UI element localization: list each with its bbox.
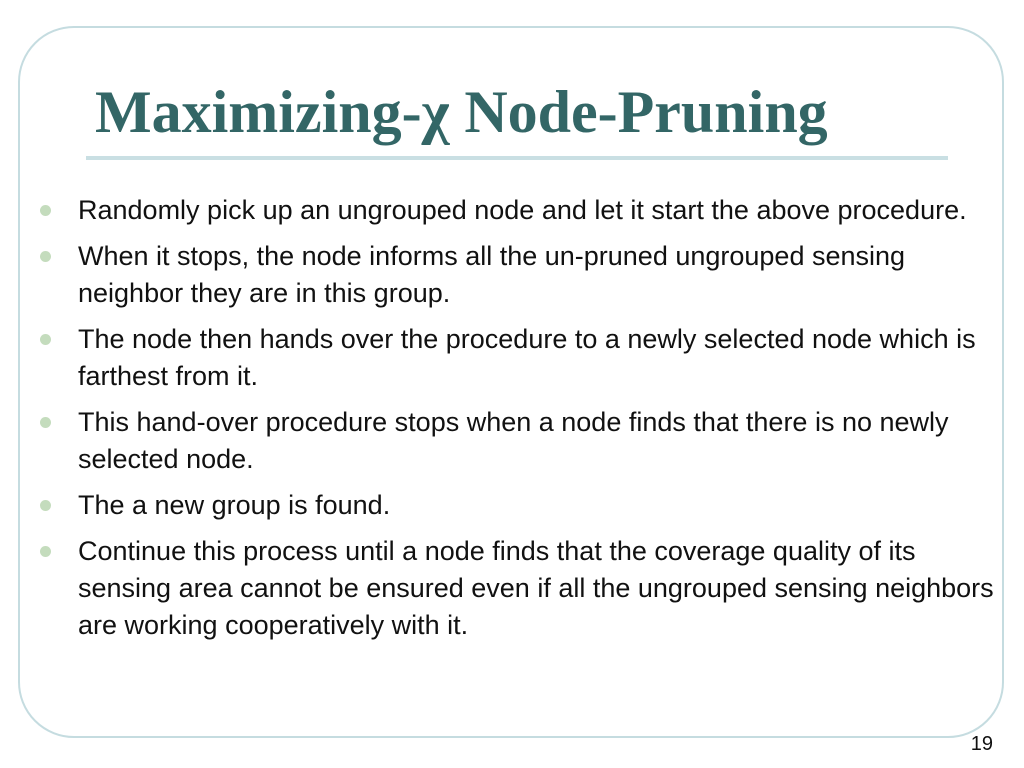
bullet-dot-icon: [40, 334, 51, 345]
bullet-text: This hand-over procedure stops when a node finds that there is no newly selected node.: [78, 407, 949, 474]
bullet-item: [40, 238, 1000, 312]
bullet-text: Continue this process until a node finds that the coverage quality of its sensing area cannot be ensured even if all the ungrouped sensing neighbors are working cooperatively with it.: [78, 536, 994, 640]
bullet-text: Randomly pick up an ungrouped node and let it start the above procedure.: [78, 195, 967, 225]
bullet-item: [40, 192, 1000, 229]
title-divider: [86, 156, 948, 160]
bullet-item: [40, 404, 1000, 478]
bullet-dot-icon: [40, 546, 51, 557]
bullet-item: [40, 533, 1000, 644]
bullet-text: The node then hands over the procedure to a newly selected node which is farthest from it.: [78, 324, 976, 391]
bullet-dot-icon: [40, 500, 51, 511]
bullet-dot-icon: [40, 205, 51, 216]
bullet-text: The a new group is found.: [78, 490, 391, 520]
bullet-dot-icon: [40, 251, 51, 262]
bullet-text: When it stops, the node informs all the un-pruned ungrouped sensing neighbor they are in this group.: [78, 241, 906, 308]
slide-title: Maximizing-χ Node-Pruning: [95, 79, 828, 145]
bullet-list: [40, 192, 1000, 653]
bullet-dot-icon: [40, 417, 51, 428]
bullet-item: [40, 487, 1000, 524]
bullet-item: [40, 321, 1000, 395]
page-number: 19: [970, 733, 993, 755]
